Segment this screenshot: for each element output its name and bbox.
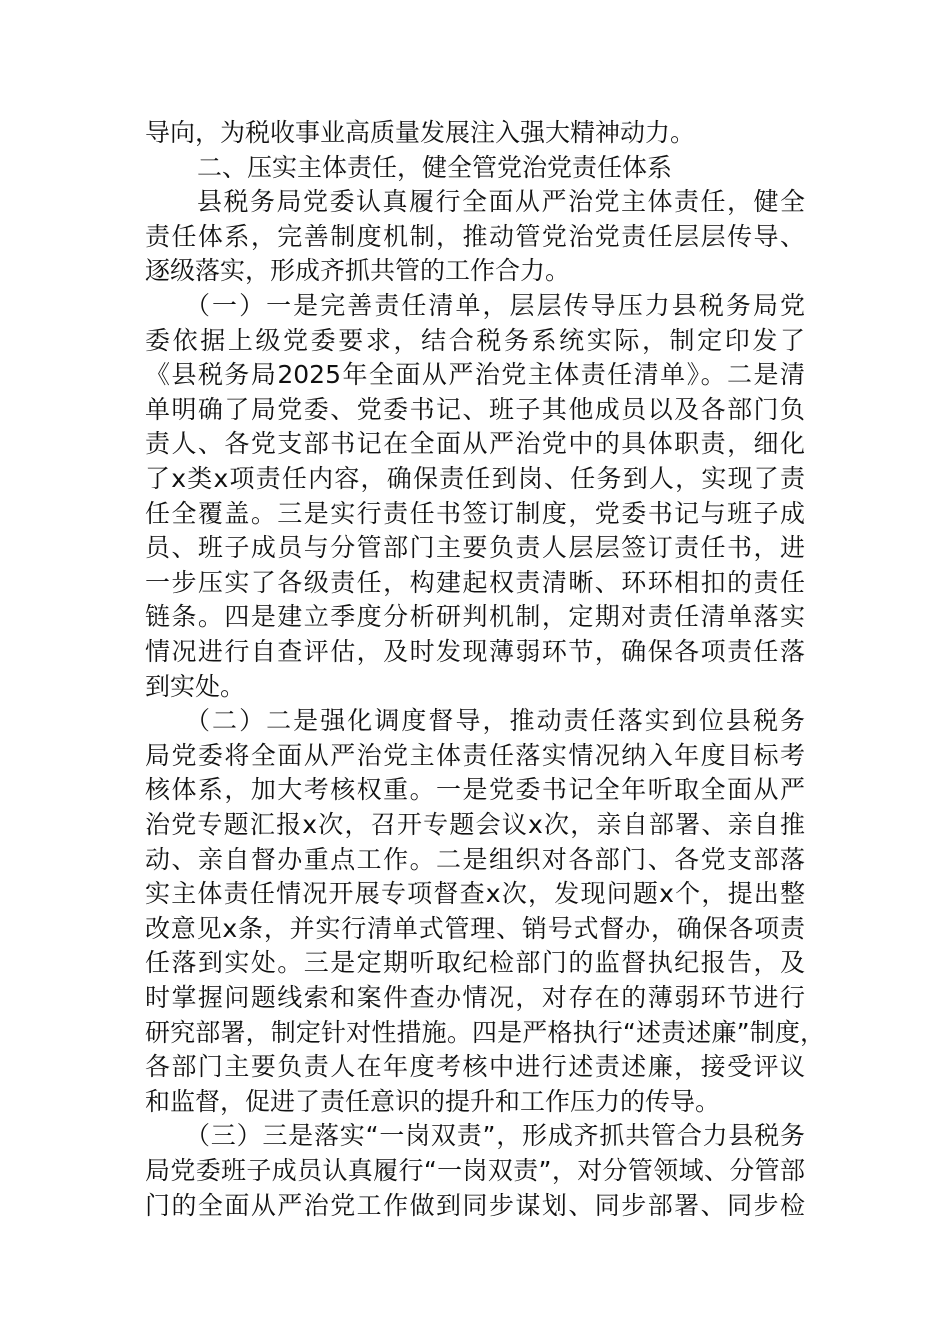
text-line: 《县税务局2025年全面从严治党主体责任清单》。二是清: [145, 360, 805, 390]
text-line: 门的全面从严治党工作做到同步谋划、同步部署、同步检: [145, 1190, 805, 1220]
text-line: 局党委班子成员认真履行“一岗双责”，对分管领域、分管部: [145, 1156, 805, 1185]
text-line: 局党委将全面从严治党主体责任落实情况纳入年度目标考: [145, 740, 805, 770]
text-line: 实主体责任情况开展专项督查x次，发现问题x个，提出整: [145, 879, 805, 909]
text-line: 链条。四是建立季度分析研判机制，定期对责任清单落实: [145, 602, 805, 632]
text-line: 一步压实了各级责任，构建起权责清晰、环环相扣的责任: [145, 567, 805, 597]
text-line: 各部门主要负责人在年度考核中进行述责述廉，接受评议: [145, 1052, 805, 1082]
text-line: 核体系，加大考核权重。一是党委书记全年听取全面从严: [145, 775, 805, 805]
text-line: （一）一是完善责任清单，层层传导压力县税务局党: [185, 291, 805, 320]
section-heading: 二、压实主体责任，健全管党治党责任体系: [197, 152, 673, 182]
text-line: 和监督，促进了责任意识的提升和工作压力的传导。: [145, 1086, 721, 1116]
text-line: 情况进行自查评估，及时发现薄弱环节，确保各项责任落: [145, 637, 805, 666]
text-line: 了x类x项责任内容，确保责任到岗、任务到人，实现了责: [145, 464, 805, 493]
text-line: 员、班子成员与分管部门主要负责人层层签订责任书，进: [145, 533, 805, 563]
text-line: 单明确了局党委、党委书记、班子其他成员以及各部门负: [145, 394, 805, 424]
text-line: 责人、各党支部书记在全面从严治党中的具体职责，细化: [145, 429, 805, 459]
text-line: 任全覆盖。三是实行责任书签订制度，党委书记与班子成: [145, 498, 805, 528]
text-line: 委依据上级党委要求，结合税务系统实际，制定印发了: [145, 325, 805, 355]
text-line: 导向，为税收事业高质量发展注入强大精神动力。: [145, 118, 696, 147]
text-line: 逐级落实，形成齐抓共管的工作合力。: [145, 256, 571, 286]
text-line: 责任体系，完善制度机制，推动管党治党责任层层传导、: [145, 221, 805, 251]
text-line: （二）二是强化调度督导，推动责任落实到位县税务: [185, 706, 805, 736]
text-line: 时掌握问题线索和案件查办情况，对存在的薄弱环节进行: [145, 983, 805, 1012]
text-line: 到实处。: [145, 671, 246, 701]
text-line: 研究部署，制定针对性措施。四是严格执行“述责述廉”制度，: [145, 1017, 825, 1047]
text-line: （三）三是落实“一岗双责”，形成齐抓共管合力县税务: [185, 1121, 805, 1151]
text-line: 改意见x条，并实行清单式管理、销号式督办，确保各项责: [145, 913, 805, 943]
text-line: 任落到实处。三是定期听取纪检部门的监督执纪报告，及: [145, 948, 805, 978]
text-line: 治党专题汇报x次，召开专题会议x次，亲自部署、亲自推: [145, 810, 805, 839]
text-line: 县税务局党委认真履行全面从严治党主体责任，健全: [197, 187, 805, 217]
text-line: 动、亲自督办重点工作。二是组织对各部门、各党支部落: [145, 844, 805, 874]
